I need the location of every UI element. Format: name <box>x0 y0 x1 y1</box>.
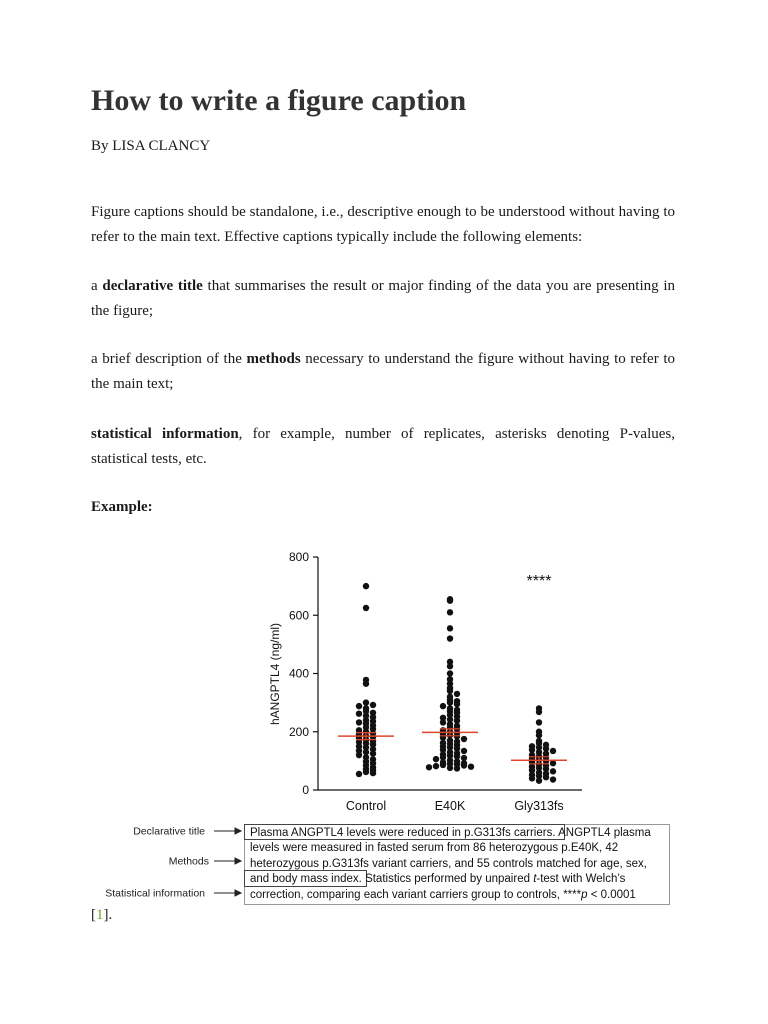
y-tick-label: 200 <box>288 724 309 739</box>
data-point <box>433 756 439 762</box>
y-tick-label: 400 <box>288 666 309 681</box>
data-point <box>356 771 362 777</box>
data-point <box>363 605 369 611</box>
element-statistical-information <box>91 422 675 472</box>
y-tick-label: 0 <box>302 783 309 797</box>
caption-line <box>250 889 636 901</box>
arrow-head <box>235 890 241 896</box>
data-point <box>433 763 439 769</box>
data-point <box>356 710 362 716</box>
caption-text: heterozygous p.G313fs variant carriers, and 55 controls matched for age, sex, <box>250 858 647 870</box>
x-tick-label: E40K <box>434 799 466 813</box>
data-point <box>363 769 369 775</box>
annotation-label-methods: Methods <box>168 855 209 868</box>
data-point <box>447 663 453 669</box>
caption-text: -test with Welch’s <box>536 873 626 885</box>
caption-text: Plasma ANGPTL4 levels were reduced in p.G313fs carriers. <box>250 827 556 839</box>
scatter-plot <box>268 550 582 813</box>
page-title: How to write a figure caption <box>91 84 467 117</box>
element-declarative-title <box>91 274 675 324</box>
y-axis-label: hANGPTL4 (ng/ml) <box>268 622 282 726</box>
data-point <box>363 699 369 705</box>
data-point <box>536 719 542 725</box>
element-methods <box>91 347 675 397</box>
data-point <box>447 699 453 705</box>
data-point <box>447 609 453 615</box>
caption-text: ANGPTL4 plasma <box>555 827 651 839</box>
caption-text: correction, comparing each variant carriers group to controls, **** <box>250 889 582 901</box>
element-keyword: declarative title <box>102 278 203 294</box>
data-point <box>454 765 460 771</box>
element-prefix: a <box>91 278 103 294</box>
arrow-head <box>235 828 241 834</box>
caption-line <box>250 827 651 839</box>
data-point <box>370 702 376 708</box>
caption-line <box>250 842 618 854</box>
citation-link[interactable]: 1 <box>96 907 104 923</box>
data-point <box>447 765 453 771</box>
data-point <box>536 732 542 738</box>
data-point <box>461 736 467 742</box>
data-point <box>543 774 549 780</box>
data-point <box>363 583 369 589</box>
data-point <box>447 635 453 641</box>
example-figure <box>0 540 768 915</box>
caption-text: and body mass index. <box>250 873 362 885</box>
data-point <box>536 709 542 715</box>
annotation-label-statistical-information: Statistical information <box>105 887 205 900</box>
citation <box>91 907 112 924</box>
element-suffix: that summarises the result or major finding of the data you are presenting in the figure; <box>91 278 676 319</box>
data-point <box>461 762 467 768</box>
annotation-label-declarative-title: Declarative title <box>133 825 205 838</box>
caption-text: Statistics performed by unpaired <box>361 873 534 885</box>
data-point <box>550 748 556 754</box>
x-tick-label: Control <box>345 799 387 813</box>
caption-text-italic: t <box>533 873 537 885</box>
element-suffix: , for example, number of replicates, asterisks denoting P-values, statistical tests, etc. <box>91 426 676 467</box>
data-point <box>363 680 369 686</box>
author-byline: By LISA CLANCY <box>91 138 211 154</box>
y-tick-label: 600 <box>288 608 309 623</box>
data-point <box>447 597 453 603</box>
caption-line <box>250 873 626 885</box>
data-point <box>550 768 556 774</box>
data-point <box>447 625 453 631</box>
data-point <box>468 764 474 770</box>
data-point <box>370 770 376 776</box>
caption-text: levels were measured in fasted serum from 86 heterozygous p.E40K, 42 <box>250 842 619 854</box>
data-point <box>426 764 432 770</box>
data-point <box>370 750 376 756</box>
data-point <box>447 670 453 676</box>
data-point <box>536 777 542 783</box>
data-point <box>356 719 362 725</box>
data-point <box>356 752 362 758</box>
intro-paragraph: Figure captions should be standalone, i.e., descriptive enough to be understood without having to refer to the main text. Effective captions typically include the following elements: <box>91 204 675 245</box>
data-point <box>529 775 535 781</box>
data-point <box>447 688 453 694</box>
element-keyword: methods <box>246 351 301 367</box>
data-point <box>454 701 460 707</box>
citation-close: ]. <box>103 907 113 923</box>
data-point <box>356 703 362 709</box>
data-point <box>454 691 460 697</box>
data-point <box>440 719 446 725</box>
example-label: Example: <box>91 499 153 515</box>
data-point <box>440 762 446 768</box>
y-tick-label: 800 <box>288 550 309 564</box>
element-keyword: statistical information <box>91 426 239 442</box>
data-point <box>440 703 446 709</box>
caption-text: < 0.0001 <box>587 889 636 901</box>
significance-label: **** <box>526 573 552 590</box>
element-prefix: a brief description of the <box>91 351 247 367</box>
arrow-head <box>235 858 241 864</box>
caption-line <box>250 858 647 870</box>
citation-open: [ <box>91 907 96 923</box>
data-point <box>550 776 556 782</box>
element-suffix: necessary to understand the figure without having to refer to the main text; <box>91 351 675 392</box>
caption-text-italic: p <box>581 889 588 901</box>
x-tick-label: Gly313fs <box>514 799 564 813</box>
data-point <box>461 748 467 754</box>
